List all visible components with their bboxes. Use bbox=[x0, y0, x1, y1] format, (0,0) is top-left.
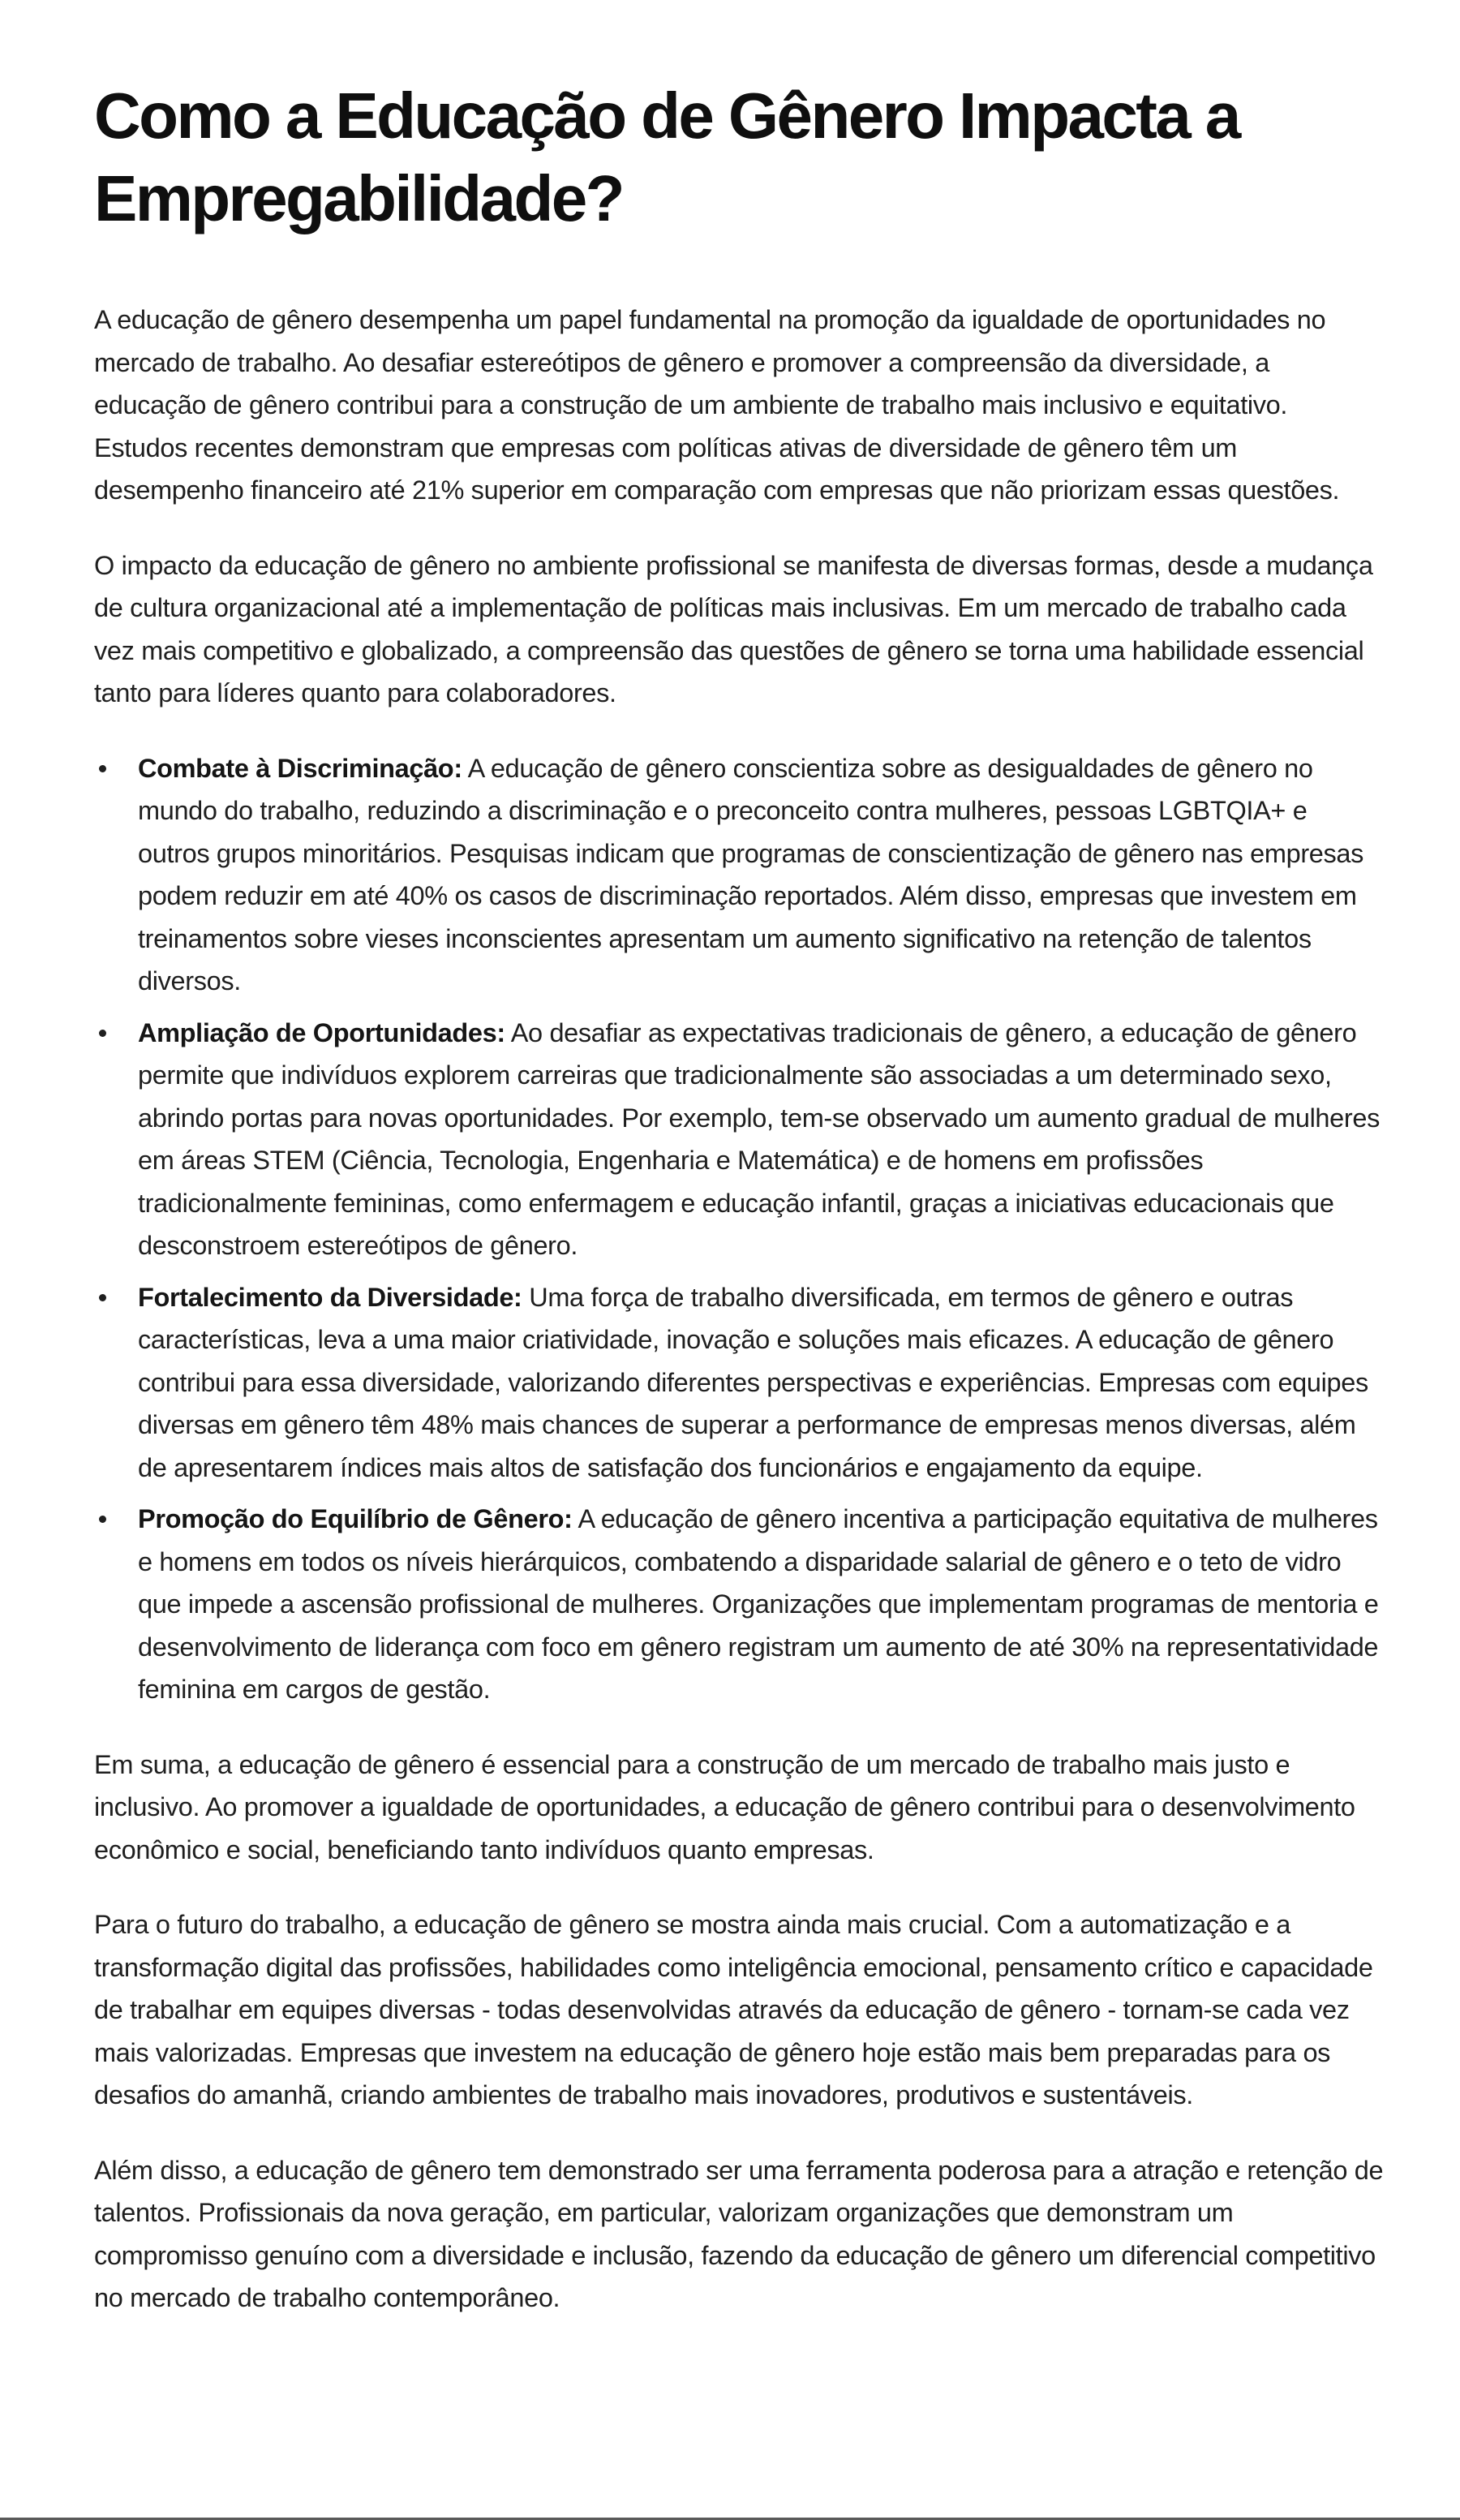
list-item-text: Uma força de trabalho diversificada, em termos de gênero e outras características, leva a uma maior criatividade, inovação e soluções mais eficazes. A educação de gênero contribui para essa diversidade, valorizando diferentes perspectivas e experiências. Empresas com equipes diversas em gênero têm 48% mais chances de superar a performance de empresas menos diversas, além de apresentarem índices mais altos de satisfação dos funcionários e engajamento da equipe. bbox=[138, 1282, 1368, 1482]
intro-paragraph-1: A educação de gênero desempenha um papel fundamental na promoção da igualdade de oportunidades no mercado de trabalho. Ao desafiar estereótipos de gênero e promover a compreensão da diversidade, a educação de gênero contribui para a construção de um ambiente de trabalho mais inclusivo e equitativo. Estudos recentes demonstram que empresas com políticas ativas de diversidade de gênero têm um desempenho financeiro até 21% superior em comparação com empresas que não priorizam essas questões. bbox=[94, 305, 1340, 505]
list-item-fortalecimento-diversidade bbox=[138, 1276, 1384, 1490]
article bbox=[94, 75, 1384, 2320]
intro-paragraph-2: O impacto da educação de gênero no ambiente profissional se manifesta de diversas formas, desde a mudança de cultura organizacional até a implementação de políticas mais inclusivas. Em um mercado de trabalho cada vez mais competitivo e globalizado, a compreensão das questões de gênero se torna uma habilidade essencial tanto para líderes quanto para colaboradores. bbox=[94, 550, 1373, 707]
list-item-text: A educação de gênero incentiva a participação equitativa de mulheres e homens em todos os níveis hierárquicos, combatendo a disparidade salarial de gênero e o teto de vidro que impede a ascensão profissional de mulheres. Organizações que implementam programas de mentoria e desenvolvimento de liderança com foco em gênero registram um aumento de até 30% na representatividade feminina em cargos de gestão. bbox=[138, 1504, 1379, 1704]
list-item-text: A educação de gênero conscientiza sobre as desigualdades de gênero no mundo do trabalho, reduzindo a discriminação e o preconceito contra mulheres, pessoas LGBTQIA+ e outros grupos minoritários. Pesquisas indicam que programas de conscientização de gênero nas empresas podem reduzir em até 40% os casos de discriminação reportados. Além disso, empresas que investem em treinamentos sobre vieses inconscientes apresentam um aumento significativo na retenção de talentos diversos. bbox=[138, 753, 1364, 996]
impact-list bbox=[94, 747, 1384, 1711]
bullet-icon bbox=[99, 1516, 106, 1523]
bullet-icon bbox=[99, 1294, 106, 1301]
list-item-term: Ampliação de Oportunidades: bbox=[138, 1017, 505, 1047]
list-item-combate-discriminacao bbox=[138, 747, 1384, 1003]
list-item-term: Combate à Discriminação: bbox=[138, 753, 462, 783]
closing-paragraph-1: Em suma, a educação de gênero é essencial para a construção de um mercado de trabalho mais justo e inclusivo. Ao promover a igualdade de oportunidades, a educação de gênero contribui para o desenvolvimento econômico e social, beneficiando tanto indivíduos quanto empresas. bbox=[94, 1749, 1355, 1864]
closing-paragraph-2: Para o futuro do trabalho, a educação de gênero se mostra ainda mais crucial. Com a automatização e a transformação digital das profissões, habilidades como inteligência emocional, pensamento crítico e capacidade de trabalhar em equipes diversas - todas desenvolvidas através da educação de gênero - tornam-se cada vez mais valorizadas. Empresas que investem na educação de gênero hoje estão mais bem preparadas para os desafios do amanhã, criando ambientes de trabalho mais inovadores, produtivos e sustentáveis. bbox=[94, 1910, 1373, 2109]
list-item-promocao-equilibrio bbox=[138, 1498, 1384, 1711]
bullet-icon bbox=[99, 1030, 106, 1037]
bullet-icon bbox=[99, 765, 106, 772]
page-title: Como a Educação de Gênero Impacta a Empregabilidade? bbox=[94, 80, 1239, 234]
list-item-text: Ao desafiar as expectativas tradicionais de gênero, a educação de gênero permite que indivíduos explorem carreiras que tradicionalmente são associadas a um determinado sexo, abrindo portas para novas oportunidades. Por exemplo, tem-se observado um aumento gradual de mulheres em áreas STEM (Ciência, Tecnologia, Engenharia e Matemática) e de homens em profissões tradicionalmente femininas, como enfermagem e educação infantil, graças a iniciativas educacionais que desconstroem estereótipos de gênero. bbox=[138, 1017, 1380, 1260]
closing-paragraph-3: Além disso, a educação de gênero tem demonstrado ser uma ferramenta poderosa para a atração e retenção de talentos. Profissionais da nova geração, em particular, valorizam organizações que demonstram um compromisso genuíno com a diversidade e inclusão, fazendo da educação de gênero um diferencial competitivo no mercado de trabalho contemporâneo. bbox=[94, 2155, 1384, 2312]
list-item-term: Promoção do Equilíbrio de Gênero: bbox=[138, 1504, 573, 1533]
list-item-term: Fortalecimento da Diversidade: bbox=[138, 1282, 522, 1312]
list-item-ampliacao-oportunidades bbox=[138, 1012, 1384, 1267]
